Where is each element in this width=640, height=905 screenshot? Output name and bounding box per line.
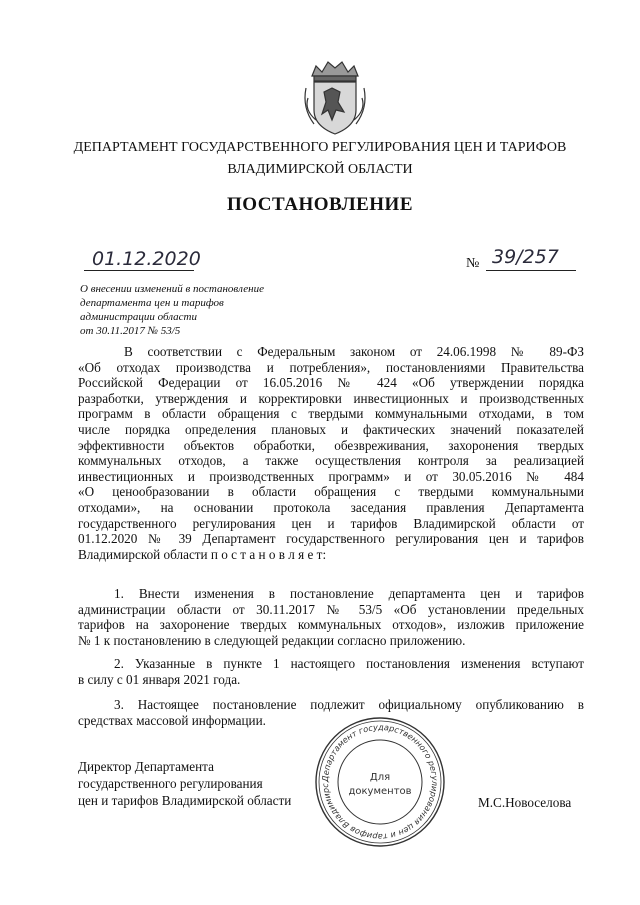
subject-line: от 30.11.2017 № 53/5 — [80, 325, 181, 337]
text-line: числе порядка определения плановых и фактических значений показателей — [78, 421, 584, 437]
text-line: 1. Внести изменения в постановление департамента цен и тарифов — [114, 586, 584, 601]
text-line: инвестиционных и производственных программ» и от 30.05.2016 № 484 — [78, 468, 584, 484]
item-2-paragraph — [78, 656, 584, 687]
document-type-title: ПОСТАНОВЛЕНИЕ — [226, 194, 414, 215]
text-line: программ в области обращения с твердыми коммунальными отходами, в том — [78, 406, 584, 422]
number-label: № — [466, 256, 480, 271]
document-number: 39/257 — [492, 246, 559, 268]
document-date: 01.12.2020 — [92, 248, 201, 270]
text-line: 01.12.2020 № 39 Департамент государственного регулирования цен и тарифов — [78, 531, 584, 547]
signatory-position — [78, 758, 291, 809]
text-line: государственного регулирования цен и тарифов Владимирской области от — [78, 515, 584, 531]
subject-block — [80, 282, 320, 338]
text-line: Российской Федерации от 16.05.2016 № 424 «Об утверждении порядка — [78, 375, 584, 391]
text-line: 3. Настоящее постановление подлежит официальному опубликованию в — [114, 697, 584, 712]
text-line: коммунальных отходов, а также осуществления контроля за реализацией — [78, 453, 584, 469]
text-line: отходами», на основании протокола заседания правления Департамента — [78, 499, 584, 515]
text-line: «О ценообразовании в области обращения с твердыми коммунальными — [78, 484, 584, 500]
official-stamp — [312, 714, 448, 850]
text-line: в силу с 01 января 2021 года. — [78, 671, 241, 687]
text-line: тарифов на захоронение твердых коммунальных отходов», изложив приложение — [78, 617, 584, 633]
stamp-ring-text: Департамент государственного регулирования цен и тарифов Владимирс — [319, 721, 441, 843]
signatory-name: М.С.Новоселова — [478, 795, 572, 810]
position-line: государственного регулирования — [78, 776, 263, 791]
text-line: Владимирской области п о с т а н о в л я е т: — [78, 546, 327, 562]
position-line: цен и тарифов Владимирской области — [78, 793, 292, 808]
department-name-line1: ДЕПАРТАМЕНТ ГОСУДАРСТВЕННОГО РЕГУЛИРОВАНИЯ ЦЕН И ТАРИФОВ — [73, 140, 567, 155]
stamp-center-line1: Для — [369, 772, 391, 783]
preamble-paragraph — [78, 344, 584, 562]
text-line: В соответствии с Федеральным законом от 24.06.1998 № 89-ФЗ — [124, 344, 584, 359]
coat-of-arms-icon — [300, 58, 370, 138]
text-line: № 1 к постановлению в следующей редакции согласно приложению. — [78, 632, 466, 648]
stamp-center-line2: документов — [348, 786, 412, 797]
number-underline — [486, 270, 576, 271]
text-line: разработки, утверждения и корректировки инвестиционных и производственных — [78, 390, 584, 406]
item-1-paragraph — [78, 586, 584, 648]
text-line: 2. Указанные в пункте 1 настоящего постановления изменения вступают — [114, 656, 584, 671]
subject-line: администрации области — [80, 311, 197, 323]
date-underline — [84, 270, 194, 271]
subject-line: департамента цен и тарифов — [80, 297, 224, 309]
department-name-line2: ВЛАДИМИРСКОЙ ОБЛАСТИ — [227, 162, 413, 177]
text-line: администрации области от 30.11.2017 № 53/5 «Об установлении предельных — [78, 601, 584, 617]
text-line: «Об отходах производства и потребления», постановлениями Правительства — [78, 359, 584, 375]
text-line: средствах массовой информации. — [78, 712, 266, 728]
position-line: Директор Департамента — [78, 759, 214, 774]
subject-line: О внесении изменений в постановление — [80, 283, 264, 295]
text-line: эффективности объектов обработки, обезвреживания, захоронения твердых — [78, 437, 584, 453]
